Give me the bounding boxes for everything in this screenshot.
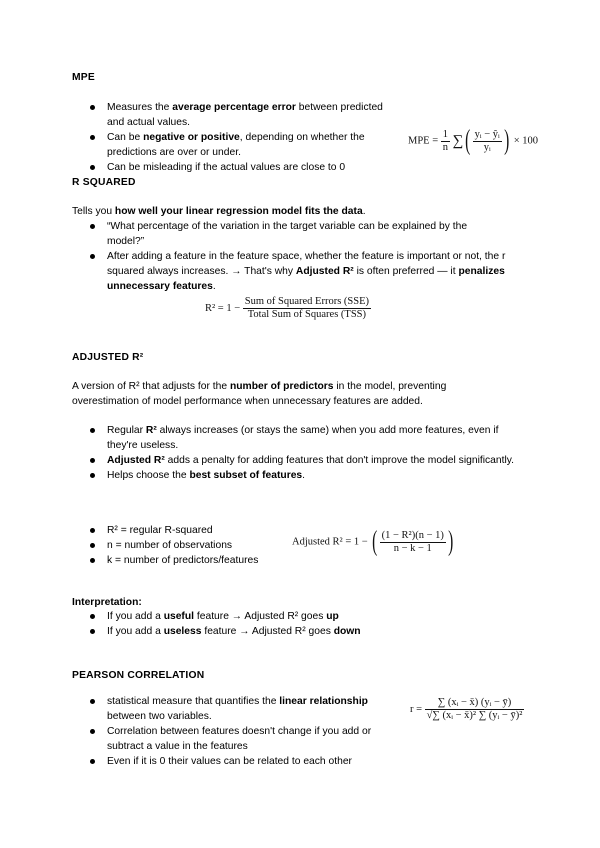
interp-heading: Interpretation: [72, 597, 142, 608]
list-item: Measures the average percentage error between predicted and actual values. [86, 100, 386, 130]
list-item: If you add a useless feature → Adjusted R² goes down [86, 624, 486, 639]
mpe-heading: MPE [72, 72, 95, 83]
pearson-bullets [86, 694, 396, 769]
rsq-bullets [86, 219, 506, 294]
pearson-heading: PEARSON CORRELATION [72, 670, 205, 681]
adj-intro: A version of R² that adjusts for the number of predictors in the model, preventing overestimation of model performance when unnecessary features are added. [72, 381, 447, 407]
adj-bullets [86, 423, 516, 483]
list-item: n = number of observations [86, 538, 286, 553]
adj-definitions [86, 523, 286, 568]
list-item: Regular R² always increases (or stays the same) when you add more features, even if they're useless. [86, 423, 516, 453]
list-item: “What percentage of the variation in the target variable can be explained by the model?” [86, 219, 506, 249]
interp-bullets [86, 609, 486, 639]
pearson-formula: r = $\frac{\text{∑ (xᵢ − x̄) (yᵢ − ȳ)}}{\text{√∑ (xᵢ − x̄)² ∑ (yᵢ − ȳ)²}}$ [410, 697, 523, 721]
list-item: After adding a feature in the feature space, whether the feature is important or not, the r squared always increases. → That's why Adjusted R² is often preferred — it penalizes unnecessary features. [86, 249, 506, 294]
mpe-formula: MPE = $\frac{1}{n}$ ∑( $\frac{\text{yᵢ − ŷᵢ}}{\text{yᵢ}}$ ) × 100 [408, 125, 539, 156]
list-item: If you add a useful feature → Adjusted R² goes up [86, 609, 486, 624]
list-item: R² = regular R-squared [86, 523, 286, 538]
adj-heading: ADJUSTED R² [72, 352, 144, 363]
rsq-intro: Tells you how well your linear regression model fits the data. [72, 206, 366, 217]
rsq-formula: R² = 1 − $\frac{\text{Sum of Squared Errors (SSE)}}{\text{Total Sum of Squares (TSS)}}$ [205, 296, 369, 320]
list-item: Correlation between features doesn't change if you add or subtract a value in the features [86, 724, 397, 754]
mpe-bullets [86, 100, 386, 175]
list-item: k = number of predictors/features [86, 553, 286, 568]
list-item: Can be negative or positive, depending on whether the predictions are over or under. [86, 130, 387, 160]
list-item: Helps choose the best subset of features. [86, 468, 516, 483]
list-item: Adjusted R² adds a penalty for adding features that don't improve the model significantly. [86, 453, 516, 468]
list-item: Even if it is 0 their values can be related to each other [86, 754, 396, 769]
rsq-heading: R SQUARED [72, 177, 136, 188]
adj-formula: Adjusted R² = 1 − ( $\frac{\text{(1 − R²)(n − 1)}}{n - k - 1}$ ) [292, 526, 454, 557]
list-item: statistical measure that quantifies the linear relationship between two variables. [86, 694, 396, 724]
list-item: Can be misleading if the actual values are close to 0 [86, 160, 386, 175]
